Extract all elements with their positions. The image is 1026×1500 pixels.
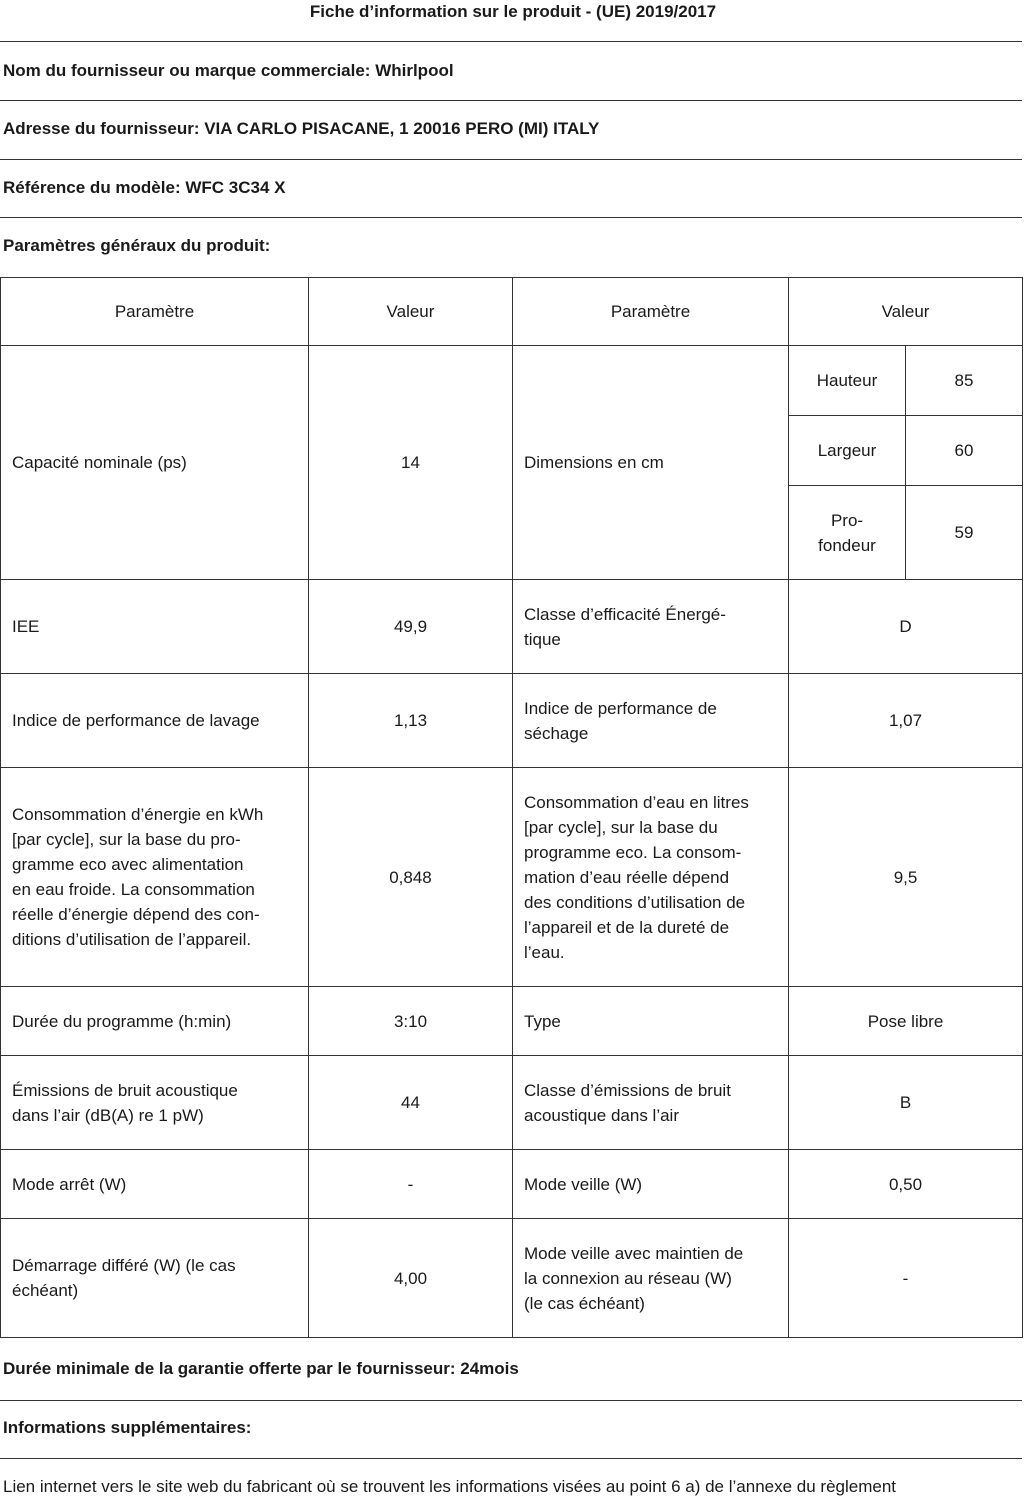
label-line: Indice de performance de [524,698,717,718]
warranty-text: Durée minimale de la garantie offerte par le fournisseur: 24mois [3,1359,519,1378]
table-row [1,1056,1023,1150]
table-row [1,987,1023,1056]
noise-label [1,1056,309,1150]
table-row [1,580,1023,674]
depth-value: 59 [906,486,1023,580]
wash-index-value: 1,13 [309,674,513,768]
water-consumption-value: 9,5 [789,768,1023,987]
energy-consumption-value: 0,848 [309,768,513,987]
dry-index-label [513,674,789,768]
wash-index-label: Indice de performance de lavage [1,674,309,768]
label-line: Classe d’efficacité Énergé- [524,604,726,624]
label-line: mation d’eau réelle dépend [524,867,730,887]
parameters-table [0,277,1023,1338]
off-mode-value: - [309,1150,513,1219]
table-row [1,674,1023,768]
type-label: Type [513,987,789,1056]
table-row [1,1219,1023,1338]
table-row [1,768,1023,987]
energy-class-label [513,580,789,674]
label-line: échéant) [12,1281,79,1300]
additional-info-heading: Informations supplémentaires: [3,1418,252,1437]
label-line: des conditions d’utilisation de [524,892,746,912]
noise-class-label [513,1056,789,1150]
width-value: 60 [906,416,1023,486]
supplier-address: Adresse du fournisseur: VIA CARLO PISACANE, 1 20016 PERO (MI) ITALY [3,119,600,138]
header-value: Valeur [789,278,1023,346]
depth-label-line: fondeur [818,535,876,555]
divider [0,1458,1022,1459]
supplier-name: Nom du fournisseur ou marque commerciale: Whirlpool [3,61,454,80]
label-line: Émissions de bruit acoustique [12,1080,238,1100]
label-line: programme eco. La consom- [524,842,742,862]
delay-start-value: 4,00 [309,1219,513,1338]
height-value: 85 [906,346,1023,416]
label-line: l’appareil et de la dureté de [524,917,730,937]
capacity-label: Capacité nominale (ps) [1,346,309,580]
label-line: Mode veille avec maintien de [524,1243,744,1263]
standby-label: Mode veille (W) [513,1150,789,1219]
header-parameter: Paramètre [1,278,309,346]
label-line: (le cas échéant) [524,1293,645,1313]
duration-label: Durée du programme (h:min) [1,987,309,1056]
label-line: l’eau. [524,942,565,962]
label-line: tique [524,629,561,649]
label-line: Démarrage différé (W) (le cas [12,1256,236,1275]
noise-value: 44 [309,1056,513,1150]
energy-consumption-label [1,768,309,987]
label-line: gramme eco avec alimentation [12,855,244,874]
table-row [1,1150,1023,1219]
divider [0,100,1022,101]
dry-index-value: 1,07 [789,674,1023,768]
table-row [1,346,1023,416]
general-parameters-heading: Paramètres généraux du produit: [3,236,271,255]
divider [0,217,1022,218]
height-label: Hauteur [789,346,906,416]
duration-value: 3:10 [309,987,513,1056]
table-header-row [1,278,1023,346]
iee-value: 49,9 [309,580,513,674]
off-mode-label: Mode arrêt (W) [1,1150,309,1219]
dimensions-label: Dimensions en cm [513,346,789,580]
label-line: Consommation d’eau en litres [524,792,749,812]
width-label: Largeur [789,416,906,486]
label-line: réelle d’énergie dépend des con- [12,905,260,924]
page-title: Fiche d’information sur le produit - (UE) 2019/2017 [309,2,717,21]
header-value: Valeur [309,278,513,346]
divider [0,159,1022,160]
networked-standby-value: - [789,1219,1023,1338]
label-line: ditions d’utilisation de l’appareil. [12,930,252,949]
label-line: acoustique dans l’air [524,1105,679,1125]
manufacturer-link-text: Lien internet vers le site web du fabricant où se trouvent les informations visées au point 6 a) de l’annexe du règlement [3,1477,897,1496]
capacity-value: 14 [309,346,513,580]
label-line: séchage [524,723,589,743]
label-line: en eau froide. La consommation [12,880,255,899]
label-line: dans l’air (dB(A) re 1 pW) [12,1105,204,1125]
type-value: Pose libre [789,987,1023,1056]
depth-label [789,486,906,580]
label-line: Consommation d’énergie en kWh [12,805,264,824]
depth-label-line: Pro- [830,510,864,530]
label-line: Classe d’émissions de bruit [524,1080,731,1100]
label-line: la connexion au réseau (W) [524,1268,732,1288]
model-reference: Référence du modèle: WFC 3C34 X [3,178,286,197]
standby-value: 0,50 [789,1150,1023,1219]
label-line: [par cycle], sur la base du [524,817,718,837]
label-line: [par cycle], sur la base du pro- [12,830,241,849]
energy-class-value: D [789,580,1023,674]
header-parameter: Paramètre [513,278,789,346]
divider [0,1400,1022,1401]
water-consumption-label [513,768,789,987]
delay-start-label [1,1219,309,1338]
divider [0,41,1022,42]
iee-label: IEE [1,580,309,674]
networked-standby-label [513,1219,789,1338]
noise-class-value: B [789,1056,1023,1150]
